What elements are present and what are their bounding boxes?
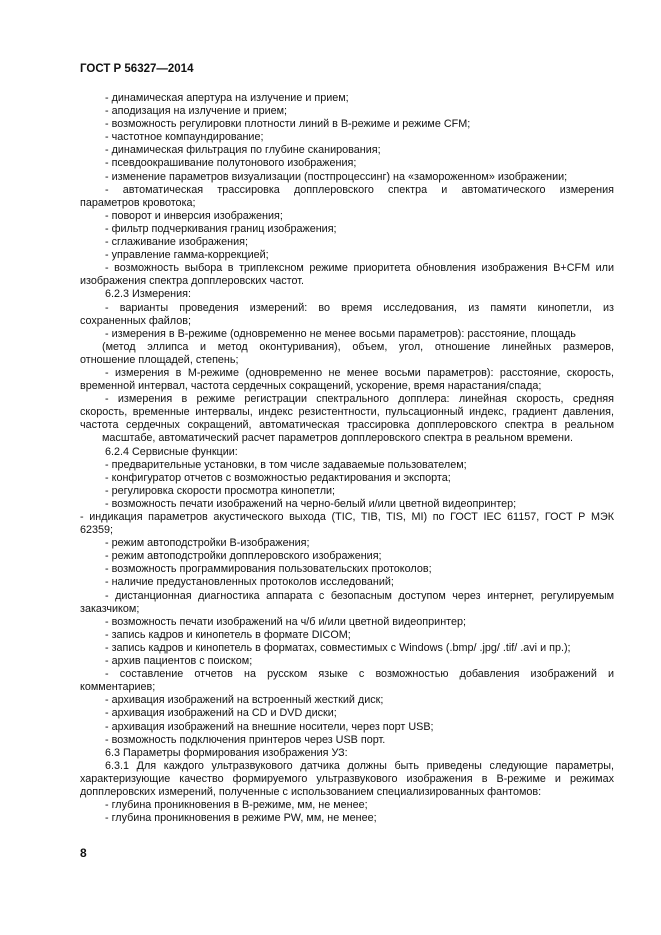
text-line: - изменение параметров визуализации (постпроцессинг) на «замороженном» изображении; — [105, 170, 568, 183]
text-line: - архив пациентов с поиском; — [105, 655, 253, 668]
text-line: - возможность подключения принтеров через USB порт. — [105, 733, 386, 746]
text-line: комментариев; — [80, 681, 156, 694]
document-body — [80, 92, 614, 825]
text-line: - возможность регулировки плотности линий в В-режиме и режиме CFM; — [105, 118, 471, 131]
text-line: - измерения в режиме регистрации спектрального допплера: линейная скорость, средняя — [105, 393, 614, 406]
text-line: 62359; — [80, 524, 114, 537]
text-line: - управление гамма-коррекцией; — [105, 249, 269, 262]
text-line: - возможность печати изображений на ч/б и/или цветной видеопринтер; — [105, 615, 466, 628]
text-line: - поворот и инверсия изображения; — [105, 209, 283, 222]
text-line: - наличие предустановленных протоколов исследований; — [105, 576, 394, 589]
text-line: частота сердечных сокращений, автоматическая трассировка допплеровского спектра в реальном — [80, 419, 614, 432]
text-line: - возможность печати изображений на черно-белый и/или цветной видеопринтер; — [105, 497, 517, 510]
text-line: - запись кадров и кинопетель в формате DICOM; — [105, 628, 351, 641]
text-line: - возможность программирования пользовательских протоколов; — [105, 563, 432, 576]
text-line: - конфигуратор отчетов с возможностью редактирования и экспорта; — [105, 471, 451, 484]
text-line: - фильтр подчеркивания границ изображения; — [105, 222, 337, 235]
text-line: сохраненных файлов; — [80, 314, 191, 327]
text-line: - автоматическая трассировка допплеровского спектра и автоматического измерения — [105, 183, 614, 196]
text-line: - измерения в В-режиме (одновременно не менее восьми параметров): расстояние, площадь — [105, 327, 576, 340]
text-line: параметров кровотока; — [80, 196, 196, 209]
text-line: - предварительные установки, в том числе задаваемые пользователем; — [105, 458, 467, 471]
text-line: - индикация параметров акустического выхода (TIC, TIB, TIS, MI) по ГОСТ IEC 61157, ГОСТ Р МЭК — [80, 511, 614, 523]
text-line: - аподизация на излучение и прием; — [105, 105, 288, 118]
text-line: отношение площадей, степень; — [80, 353, 239, 366]
text-line: - режим автоподстройки В-изображения; — [105, 537, 310, 550]
text-line: 6.3.1 Для каждого ультразвукового датчика должны быть приведены следующие параметры, — [105, 759, 614, 772]
text-line: 6.2.3 Измерения: — [105, 288, 192, 301]
text-line: - возможность выбора в триплексном режиме приоритета обновления изображения В+CFM или — [105, 262, 614, 275]
text-line: - архивация изображений на CD и DVD диски; — [105, 707, 337, 720]
text-line: - измерения в М-режиме (одновременно не менее восьми параметров): расстояние, скорость, — [105, 366, 614, 379]
text-line: скорость, временные интервалы, индекс резистентности, пульсационный индекс, градиент давления, — [80, 406, 614, 419]
text-line: - глубина проникновения в режиме PW, мм, не менее; — [105, 812, 377, 825]
text-line: - дистанционная диагностика аппарата с безопасным доступом через интернет, регулируемым — [105, 589, 614, 602]
document-header: ГОСТ Р 56327—2014 — [80, 63, 194, 75]
text-line: изображения спектра допплеровских частот. — [80, 275, 305, 288]
text-line: - составление отчетов на русском языке с возможностью добавления изображений и — [105, 668, 614, 681]
text-line: - глубина проникновения в В-режиме, мм, не менее; — [105, 799, 368, 812]
text-line: 6.2.4 Сервисные функции: — [105, 445, 238, 458]
text-line: временной интервал, частота сердечных сокращений, ускорение, время нарастания/спада; — [80, 380, 542, 393]
text-line: - варианты проведения измерений: во время исследования, из памяти кинопетли, из — [105, 301, 614, 314]
text-line: - запись кадров и кинопетель в форматах, совместимых с Windows (.bmp/ .jpg/ .tif/ .avi и пр.); — [105, 641, 571, 654]
text-line: - динамическая фильтрация по глубине сканирования; — [105, 144, 381, 157]
text-line: - режим автоподстройки допплеровского изображения; — [105, 550, 382, 563]
text-line: допплеровских измерений, полученные с использованием специализированных фантомов: — [80, 785, 542, 798]
text-line: (метод эллипса и метод оконтуривания), объем, угол, отношение линейных размеров, — [102, 340, 614, 353]
text-line: - динамическая апертура на излучение и прием; — [105, 92, 349, 104]
text-line: - регулировка скорости просмотра кинопетли; — [105, 484, 336, 497]
text-line: характеризующие качество формируемого ультразвукового изображения в В-режиме и режимах — [80, 772, 614, 785]
text-line: - сглаживание изображения; — [105, 236, 248, 249]
text-line: заказчиком; — [80, 602, 140, 615]
text-line: - псевдоокрашивание полутонового изображения; — [105, 157, 357, 170]
text-line: масштабе, автоматический расчет параметров допплеровского спектра в реальном времени. — [102, 432, 573, 445]
text-line: - архивация изображений на внешние носители, через порт USB; — [105, 720, 434, 733]
text-line: - архивация изображений на встроенный жесткий диск; — [105, 694, 384, 707]
text-line: - частотное компаундирование; — [105, 131, 264, 144]
page-number: 8 — [80, 846, 87, 860]
text-line: 6.3 Параметры формирования изображения УЗ: — [105, 746, 348, 759]
